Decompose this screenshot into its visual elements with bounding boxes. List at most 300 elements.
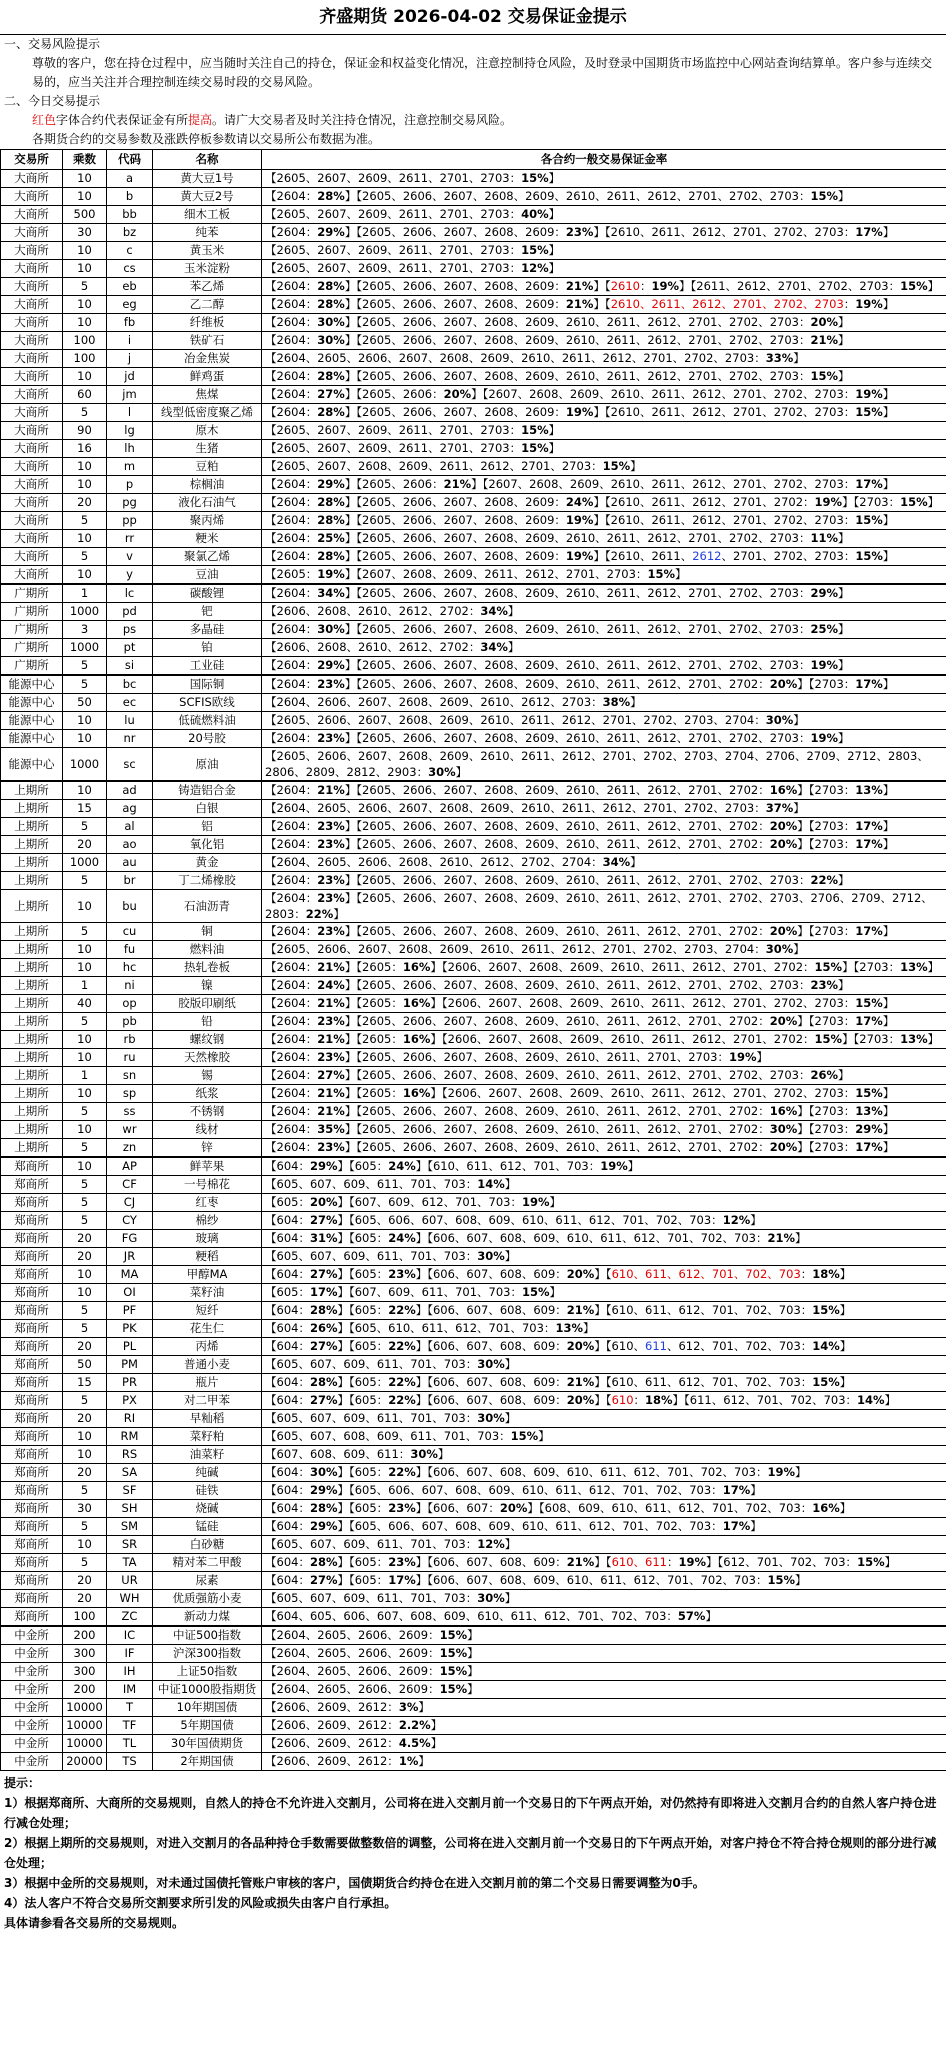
multiplier-cell: 100 — [63, 350, 107, 368]
margin-rate-value: 22% — [388, 1393, 416, 1407]
contract-months: 【2604： — [265, 1122, 318, 1136]
contract-months: 【2604： — [265, 1140, 318, 1154]
name-cell: 甲醇MA — [153, 1266, 262, 1284]
name-cell: 烧碱 — [153, 1500, 262, 1518]
margin-rates-cell — [262, 296, 946, 314]
multiplier-cell: 5 — [63, 1212, 107, 1230]
table-row — [1, 1338, 946, 1356]
contract-months: 】 — [882, 924, 895, 938]
code-cell: TL — [107, 1735, 153, 1753]
name-cell: 粳稻 — [153, 1248, 262, 1266]
code-cell: y — [107, 566, 153, 585]
margin-rate-value: 15% — [855, 549, 883, 563]
margin-rates-cell — [262, 1681, 946, 1699]
margin-rate-value: 21% — [443, 477, 472, 491]
contract-months: 】【2605： — [344, 960, 403, 974]
name-cell: 聚氯乙烯 — [153, 548, 262, 566]
notice-section — [0, 35, 946, 149]
contract-months: 】【605、610、611、612、701、703： — [337, 1321, 556, 1335]
table-row — [1, 977, 946, 995]
name-cell: 鲜鸡蛋 — [153, 368, 262, 386]
exchange-cell: 郑商所 — [1, 1230, 63, 1248]
contract-months: 】 — [838, 315, 850, 329]
margin-rates-cell — [262, 977, 946, 995]
margin-rate-value: 19% — [565, 549, 594, 563]
name-cell: 沪深300指数 — [153, 1645, 262, 1663]
multiplier-cell: 10 — [63, 781, 107, 800]
table-row — [1, 1067, 946, 1085]
exchange-cell: 中金所 — [1, 1699, 63, 1717]
table-row — [1, 548, 946, 566]
margin-rate-value: 30% — [317, 315, 345, 329]
name-cell: 豆油 — [153, 566, 262, 585]
contract-months: 【2606、2609、2612： — [265, 1718, 399, 1732]
margin-rates-cell — [262, 1608, 946, 1627]
margin-rate-value: 15% — [814, 960, 843, 974]
table-row — [1, 1608, 946, 1627]
contract-months: 】【2607、2608、2609、2611、2612、2701、2703： — [344, 567, 648, 581]
contract-months: 】 — [927, 1032, 940, 1046]
table-row — [1, 1663, 946, 1681]
table-row — [1, 1554, 946, 1572]
margin-rate-value: 21% — [565, 279, 594, 293]
col-header-code: 代码 — [107, 150, 153, 170]
table-row — [1, 1392, 946, 1410]
margin-rate-value: 21% — [317, 996, 345, 1010]
code-cell: ad — [107, 781, 153, 800]
exchange-cell: 上期所 — [1, 1049, 63, 1067]
margin-rates-cell — [262, 1266, 946, 1284]
exchange-cell: 郑商所 — [1, 1446, 63, 1464]
margin-rate-value: 19% — [855, 297, 883, 311]
name-cell: 原木 — [153, 422, 262, 440]
exchange-cell: 大商所 — [1, 386, 63, 404]
contract-months: 】【2605、2606、2607、2608、2609： — [344, 513, 566, 527]
code-cell: op — [107, 995, 153, 1013]
margin-rate-value: 29% — [810, 586, 839, 600]
exchange-cell: 郑商所 — [1, 1608, 63, 1627]
exchange-cell: 郑商所 — [1, 1284, 63, 1302]
margin-rates-cell — [262, 530, 946, 548]
table-row — [1, 657, 946, 676]
code-cell: wr — [107, 1121, 153, 1139]
margin-rate-value: 15% — [439, 1628, 468, 1642]
contract-months: 】【2605： — [344, 1032, 403, 1046]
contract-months: 】【2605、2606、2607、2608、2609、2610、2611、2612、2701、2702： — [344, 924, 770, 938]
margin-table — [0, 149, 946, 1771]
contract-months: 】 — [467, 1682, 479, 1696]
name-cell: 铜 — [153, 923, 262, 941]
name-cell: 鲜苹果 — [153, 1157, 262, 1176]
contract-months: 【604： — [265, 1501, 310, 1515]
exchange-cell: 能源中心 — [1, 730, 63, 748]
margin-rates-cell — [262, 854, 946, 872]
exchange-cell: 大商所 — [1, 314, 63, 332]
code-cell: PM — [107, 1356, 153, 1374]
contract-months: 2612 — [692, 549, 722, 563]
name-cell: 原油 — [153, 748, 262, 782]
margin-rate-value: 30% — [477, 1249, 505, 1263]
table-row — [1, 368, 946, 386]
code-cell: sc — [107, 748, 153, 782]
contract-months: 】【2703： — [842, 495, 901, 509]
table-body — [1, 170, 946, 1771]
contract-months: 】【606、607、608、609： — [415, 1267, 567, 1281]
exchange-cell: 大商所 — [1, 296, 63, 314]
name-cell: 多晶硅 — [153, 621, 262, 639]
contract-months: 】 — [884, 1555, 897, 1569]
code-cell: rr — [107, 530, 153, 548]
contract-months: 【605、607、608、609、611、701、703： — [265, 1429, 511, 1443]
name-cell: 黄大豆1号 — [153, 170, 262, 188]
name-cell: 铝 — [153, 818, 262, 836]
code-cell: si — [107, 657, 153, 676]
contract-months: 】【 — [594, 1555, 612, 1569]
name-cell: 天然橡胶 — [153, 1049, 262, 1067]
margin-rate-value: 28% — [317, 189, 345, 203]
exchange-cell: 上期所 — [1, 959, 63, 977]
multiplier-cell: 20 — [63, 1248, 107, 1266]
contract-months: 【2604： — [265, 513, 318, 527]
margin-rates-cell — [262, 566, 946, 585]
margin-rate-value: 12% — [521, 261, 549, 275]
contract-months: 】 — [882, 387, 895, 401]
contract-months: 【2605、2606、2607、2608、2609、2610、2611、2612、2701、2702、2703、2704： — [265, 942, 766, 956]
code-cell: v — [107, 548, 153, 566]
name-cell: 铁矿石 — [153, 332, 262, 350]
contract-months: 】【2605、2606、2607、2608、2609、2610、2611、2612、2701、2702： — [344, 677, 770, 691]
contract-months: 【2604： — [265, 658, 318, 672]
margin-rate-value: 15% — [521, 171, 549, 185]
margin-rate-value: 17% — [855, 225, 883, 239]
contract-months: 】【2605、2606、2607、2608、2609、2610、2611、2612、2701、2702、2703： — [344, 369, 811, 383]
footer-notes — [0, 1771, 946, 1935]
name-cell: 新动力煤 — [153, 1608, 262, 1627]
exchange-cell: 大商所 — [1, 458, 63, 476]
margin-rates-cell — [262, 959, 946, 977]
contract-months: 】 — [795, 1573, 807, 1587]
contract-months: 【2605、2607、2608、2609、2611、2612、2701、2703： — [265, 459, 603, 473]
code-cell: SA — [107, 1464, 153, 1482]
margin-rate-value: 30% — [765, 713, 794, 727]
code-cell: TS — [107, 1753, 153, 1771]
margin-rates-cell — [262, 1374, 946, 1392]
name-cell: 胶版印刷纸 — [153, 995, 262, 1013]
margin-rate-value: 30% — [428, 765, 456, 779]
contract-months: 】【605、606、607、608、609、610、611、612、701、702、703： — [337, 1519, 723, 1533]
contract-months: 】 — [750, 1483, 762, 1497]
multiplier-cell: 20 — [63, 1410, 107, 1428]
code-cell: IM — [107, 1681, 153, 1699]
code-cell: PL — [107, 1338, 153, 1356]
multiplier-cell: 50 — [63, 1356, 107, 1374]
margin-rate-value: 21% — [317, 960, 345, 974]
multiplier-cell: 10 — [63, 1536, 107, 1554]
contract-months: 】 — [793, 351, 805, 365]
exchange-cell: 上期所 — [1, 854, 63, 872]
contract-months: 】 — [882, 1086, 895, 1100]
table-row — [1, 1139, 946, 1158]
exchange-cell: 郑商所 — [1, 1428, 63, 1446]
contract-months: ： — [666, 1555, 679, 1569]
name-cell: 丙烯 — [153, 1338, 262, 1356]
multiplier-cell: 10 — [63, 314, 107, 332]
multiplier-cell: 5 — [63, 657, 107, 676]
multiplier-cell: 5 — [63, 1554, 107, 1572]
contract-months: 】 — [795, 1231, 807, 1245]
multiplier-cell: 10 — [63, 458, 107, 476]
name-cell: 棕榈油 — [153, 476, 262, 494]
margin-rate-value: 23% — [810, 978, 839, 992]
margin-rate-value: 20% — [769, 677, 798, 691]
margin-rates-cell — [262, 1699, 946, 1717]
margin-rate-value: 26% — [309, 1321, 338, 1335]
multiplier-cell: 15 — [63, 800, 107, 818]
contract-months: 】【606、607、608、609： — [415, 1339, 567, 1353]
exchange-cell: 中金所 — [1, 1645, 63, 1663]
table-row — [1, 621, 946, 639]
margin-rate-value: 20% — [309, 1195, 338, 1209]
contract-months: 】 — [549, 1285, 562, 1299]
contract-months: 【2604、2605、2606、2609： — [265, 1628, 440, 1642]
multiplier-cell: 10 — [63, 476, 107, 494]
margin-rates-cell — [262, 621, 946, 639]
table-row — [1, 332, 946, 350]
multiplier-cell: 20 — [63, 1572, 107, 1590]
contract-months: 【2604、2605、2606、2607、2608、2609、2610、2611、2612、2701、2702、2703： — [265, 351, 766, 365]
table-row — [1, 603, 946, 621]
exchange-cell: 大商所 — [1, 350, 63, 368]
margin-rates-cell — [262, 748, 946, 782]
margin-rates-cell — [262, 1392, 946, 1410]
code-cell: bc — [107, 675, 153, 694]
name-cell: 瓶片 — [153, 1374, 262, 1392]
contract-months: 】 — [882, 225, 895, 239]
multiplier-cell: 20 — [63, 494, 107, 512]
code-cell: al — [107, 818, 153, 836]
code-cell: SR — [107, 1536, 153, 1554]
margin-rate-value: 15% — [855, 996, 883, 1010]
contract-months: 【605： — [265, 1195, 310, 1209]
margin-rate-value: 20% — [566, 1267, 595, 1281]
multiplier-cell: 5 — [63, 1194, 107, 1212]
contract-months: 】【2605、2606、2607、2608、2609、2610、2611、2612、2701、2702、2703： — [344, 978, 811, 992]
code-cell: ni — [107, 977, 153, 995]
contract-months: 】【606、607： — [415, 1501, 500, 1515]
contract-months: 】【2605、2606、2607、2608、2609、2610、2611、2612、2701、2702： — [344, 1014, 770, 1028]
margin-rate-value: 28% — [317, 369, 345, 383]
margin-rates-cell — [262, 1428, 946, 1446]
margin-rate-value: 17% — [722, 1483, 751, 1497]
margin-rate-value: 16% — [402, 960, 431, 974]
name-cell: 豆粕 — [153, 458, 262, 476]
margin-rate-value: 15% — [521, 243, 549, 257]
margin-rate-value: 22% — [388, 1339, 416, 1353]
margin-rate-value: 20% — [769, 837, 798, 851]
table-row — [1, 1590, 946, 1608]
margin-rate-value: 12% — [477, 1537, 505, 1551]
margin-rate-value: 21% — [566, 1303, 595, 1317]
exchange-cell: 郑商所 — [1, 1266, 63, 1284]
contract-months: 】【2703： — [797, 677, 856, 691]
multiplier-cell: 10 — [63, 730, 107, 748]
exchange-cell: 郑商所 — [1, 1356, 63, 1374]
name-cell: 普通小麦 — [153, 1356, 262, 1374]
table-row — [1, 170, 946, 188]
margin-rates-cell — [262, 512, 946, 530]
code-cell: cu — [107, 923, 153, 941]
exchange-cell: 上期所 — [1, 1103, 63, 1121]
contract-months: 【605： — [265, 1285, 310, 1299]
multiplier-cell: 10000 — [63, 1717, 107, 1735]
margin-rate-value: 17% — [855, 1140, 883, 1154]
contract-months: 】 — [630, 459, 642, 473]
multiplier-cell: 5 — [63, 1103, 107, 1121]
multiplier-cell: 200 — [63, 1681, 107, 1699]
margin-rate-value: 15% — [810, 189, 839, 203]
exchange-cell: 大商所 — [1, 476, 63, 494]
table-row — [1, 1518, 946, 1536]
multiplier-cell: 10 — [63, 1031, 107, 1049]
margin-rates-cell — [262, 1031, 946, 1049]
code-cell: UR — [107, 1572, 153, 1590]
table-row — [1, 242, 946, 260]
margin-rates-cell — [262, 350, 946, 368]
code-cell: a — [107, 170, 153, 188]
margin-rate-value: 16% — [769, 783, 798, 797]
code-cell: AP — [107, 1157, 153, 1176]
margin-rate-value: 20% — [769, 924, 798, 938]
multiplier-cell: 10 — [63, 1157, 107, 1176]
margin-rate-value: 37% — [765, 801, 794, 815]
table-row — [1, 1717, 946, 1735]
margin-rate-value: 16% — [769, 1104, 798, 1118]
margin-rates-cell — [262, 872, 946, 890]
raised-contracts: 2610 — [610, 279, 640, 293]
multiplier-cell: 5 — [63, 1139, 107, 1158]
margin-rate-value: 17% — [855, 837, 883, 851]
code-cell: pp — [107, 512, 153, 530]
multiplier-cell: 10000 — [63, 1735, 107, 1753]
exchange-cell: 中金所 — [1, 1663, 63, 1681]
margin-rates-cell — [262, 995, 946, 1013]
exchange-cell: 大商所 — [1, 206, 63, 224]
table-row — [1, 1446, 946, 1464]
contract-months: 】【2703： — [797, 924, 856, 938]
exchange-cell: 上期所 — [1, 995, 63, 1013]
margin-rates-cell — [262, 1663, 946, 1681]
exchange-cell: 郑商所 — [1, 1554, 63, 1572]
contract-months: 【605、607、609、611、701、703： — [265, 1177, 478, 1191]
contract-months: 【2604： — [265, 960, 318, 974]
exchange-cell: 上期所 — [1, 818, 63, 836]
margin-rate-value: 13% — [555, 1321, 583, 1335]
multiplier-cell: 500 — [63, 206, 107, 224]
contract-months: 】 — [507, 604, 520, 618]
contract-months: 】 — [838, 531, 850, 545]
contract-months: 【2605、2607、2609、2611、2701、2703： — [265, 441, 522, 455]
margin-rate-value: 38% — [602, 695, 631, 709]
margin-rate-value: 15% — [857, 1555, 885, 1569]
margin-rates-cell — [262, 1572, 946, 1590]
contract-months: 】【605： — [337, 1555, 389, 1569]
margin-rate-value: 29% — [317, 225, 345, 239]
exchange-cell: 大商所 — [1, 224, 63, 242]
contract-months: 】【2605、2606、2607、2608、2609、2610、2611、2612、2701、2702、2703： — [344, 873, 811, 887]
exchange-cell: 中金所 — [1, 1717, 63, 1735]
contract-months: 】 — [750, 1519, 762, 1533]
contract-months: 】【2605、2606、2607、2608、2609、2610、2611、2612、2701、2702： — [344, 783, 770, 797]
margin-rates-cell — [262, 800, 946, 818]
margin-rate-value: 27% — [317, 387, 345, 401]
exchange-cell: 大商所 — [1, 548, 63, 566]
name-cell: 玉米淀粉 — [153, 260, 262, 278]
margin-rate-value: 30% — [769, 1122, 798, 1136]
table-row — [1, 639, 946, 657]
contract-months: 、2701、2702、2703： — [721, 549, 856, 563]
multiplier-cell: 10 — [63, 890, 107, 923]
code-cell: fb — [107, 314, 153, 332]
code-cell: ZC — [107, 1608, 153, 1627]
name-cell: 白砂糖 — [153, 1536, 262, 1554]
contract-months: 【605、607、609、611、701、703： — [265, 1537, 478, 1551]
exchange-cell: 郑商所 — [1, 1194, 63, 1212]
table-row — [1, 1176, 946, 1194]
margin-rate-value: 15% — [647, 567, 675, 581]
margin-rates-cell — [262, 1067, 946, 1085]
margin-rate-value: 22% — [388, 1303, 416, 1317]
contract-months: 】 — [882, 297, 895, 311]
margin-rate-value: 15% — [810, 369, 839, 383]
margin-rates-cell — [262, 694, 946, 712]
contract-months: 【2604： — [265, 315, 318, 329]
contract-months: 】 — [882, 996, 895, 1010]
margin-rates-cell — [262, 260, 946, 278]
margin-rate-value: 21% — [317, 1086, 345, 1100]
contract-months: 】【605： — [337, 1267, 389, 1281]
contract-months: 】【2605、2606、2607、2608、2609、2610、2611、2612、2701、2702、2703： — [344, 189, 811, 203]
contract-months: 【2604、2605、2606、2609： — [265, 1646, 440, 1660]
margin-rate-value: 15% — [855, 1086, 883, 1100]
code-cell: sp — [107, 1085, 153, 1103]
name-cell: 低硫燃料油 — [153, 712, 262, 730]
contract-months: 】【607、609、611、701、703： — [337, 1285, 522, 1299]
contract-months: 【605、607、609、611、701、703： — [265, 1249, 478, 1263]
contract-months: 】【2605、2606、2607、2608、2609、2610、2611、2612、2701、2702、2703： — [344, 531, 811, 545]
name-cell: 液化石油气 — [153, 494, 262, 512]
margin-rates-cell — [262, 639, 946, 657]
margin-rate-value: 34% — [602, 855, 631, 869]
contract-months: 】 — [838, 978, 850, 992]
contract-months: 】 — [705, 1609, 717, 1623]
contract-months: 【2604： — [265, 996, 318, 1010]
exchange-cell: 能源中心 — [1, 748, 63, 782]
contract-months: 【2604、2605、2606、2607、2608、2609、2610、2611、2612、2701、2702、2703： — [265, 801, 766, 815]
margin-rate-value: 30% — [317, 622, 345, 636]
margin-rate-value: 12% — [722, 1213, 751, 1227]
footer-item: 4）法人客户不符合交易所交割要求所引发的风险或损失由客户自行承担。 — [4, 1896, 397, 1910]
contract-months: 【607、608、609、611： — [265, 1447, 411, 1461]
name-cell: 纯碱 — [153, 1464, 262, 1482]
contract-months: 【2606、2608、2610、2612、2702： — [265, 604, 481, 618]
contract-months: 【2605： — [265, 567, 318, 581]
code-cell: b — [107, 188, 153, 206]
margin-rate-value: 19% — [565, 405, 594, 419]
margin-rate-value: 30% — [410, 1447, 438, 1461]
margin-rates-cell — [262, 404, 946, 422]
contract-months: 】 — [839, 1303, 852, 1317]
margin-rate-value: 15% — [439, 1664, 468, 1678]
